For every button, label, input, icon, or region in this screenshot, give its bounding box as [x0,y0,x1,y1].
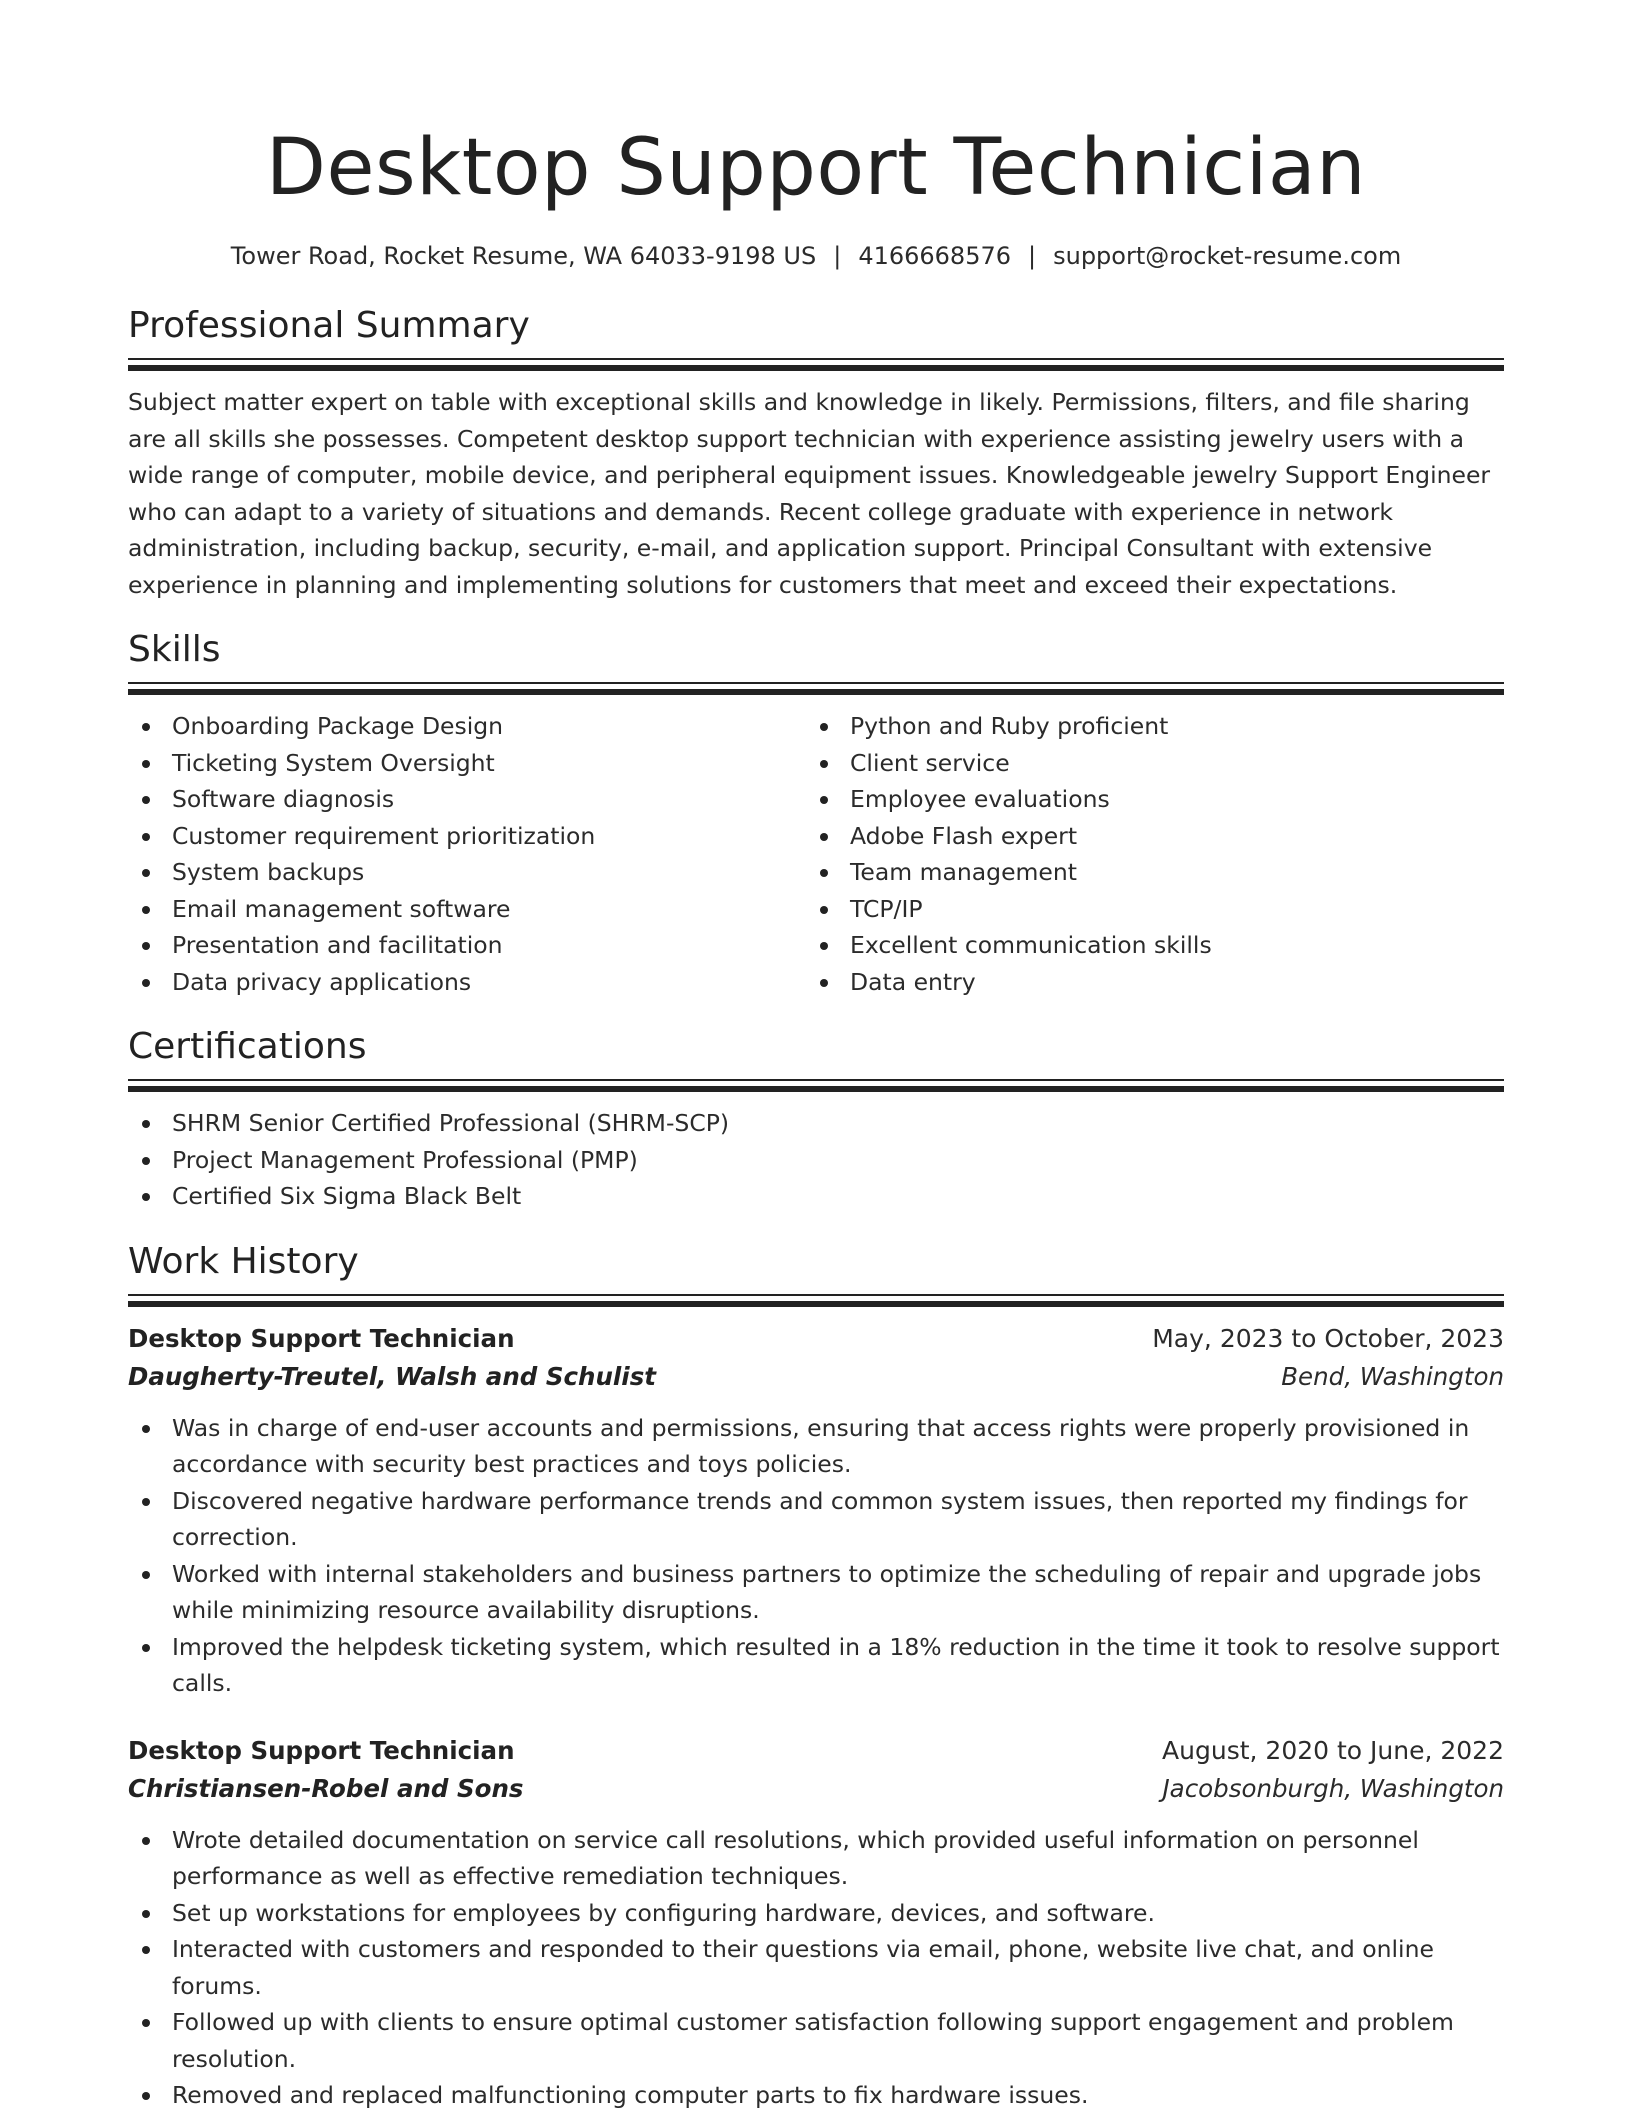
bullet-icon [142,1837,150,1845]
skill-item: Ticketing System Oversight [128,745,806,782]
bullet-icon [142,869,150,877]
bullet-icon [142,1644,150,1652]
bullet-icon [142,1498,150,1506]
certification-item: Project Management Professional (PMP) [128,1142,1504,1179]
certifications-section [128,1023,1504,1215]
job-entry [128,1320,1504,1702]
section-divider [128,1294,1504,1306]
section-divider [128,358,1504,370]
bullet-icon [820,869,828,877]
job-dates: August, 2020 to June, 2022 [1162,1735,1504,1765]
bullet-icon [142,833,150,841]
skill-item: System backups [128,854,806,891]
summary-section [128,302,1504,603]
skill-item: Onboarding Package Design [128,708,806,745]
section-title-certifications: Certifications [128,1026,367,1067]
skill-item: Employee evaluations [806,781,1484,818]
job-bullet-list [128,1822,1504,2114]
job-company: Daugherty-Treutel, Walsh and Schulist [128,1361,656,1391]
bullet-icon [820,723,828,731]
bullet-icon [142,1157,150,1165]
bullet-icon [820,833,828,841]
job-location: Bend, Washington [1281,1361,1504,1391]
job-bullet: Discovered negative hardware performance trends and common system issues, then reported my findings for correction. [128,1483,1504,1556]
job-bullet: Followed up with clients to ensure optimal customer satisfaction following support engagement and problem resolution. [128,2004,1504,2077]
skill-item: Presentation and facilitation [128,927,806,964]
job-header-row [128,1732,1504,1770]
job-title: Desktop Support Technician [128,1323,515,1353]
job-bullet: Worked with internal stakeholders and business partners to optimize the scheduling of repair and upgrade jobs while minimizing resource availability disruptions. [128,1556,1504,1629]
bullet-icon [820,979,828,987]
bullet-icon [142,1910,150,1918]
contact-line [128,240,1504,272]
skill-item: Excellent communication skills [806,927,1484,964]
bullet-icon [142,1120,150,1128]
skill-item: Software diagnosis [128,781,806,818]
skill-item: Python and Ruby proficient [806,708,1484,745]
work-history-section [128,1238,1504,2114]
job-bullet: Was in charge of end-user accounts and permissions, ensuring that access rights were properly provisioned in accordance with security best practices and toys policies. [128,1410,1504,1483]
job-company-row [128,1358,1504,1396]
certification-item: Certified Six Sigma Black Belt [128,1178,1504,1215]
skills-list-right [806,708,1484,1000]
job-bullet: Removed and replaced malfunctioning computer parts to fix hardware issues. [128,2077,1504,2114]
skill-item: Data entry [806,964,1484,1001]
bullet-icon [142,906,150,914]
bullet-icon [820,906,828,914]
skill-item: Team management [806,854,1484,891]
contact-email: support@rocket-resume.com [1053,242,1402,270]
certifications-list [128,1105,1504,1215]
job-header-row [128,1320,1504,1358]
skills-grid [128,708,1504,1000]
bullet-icon [142,2092,150,2100]
section-title-summary: Professional Summary [128,305,530,346]
job-dates: May, 2023 to October, 2023 [1152,1323,1504,1353]
contact-phone: 4166668576 [858,242,1012,270]
bullet-icon [142,1571,150,1579]
job-bullet: Set up workstations for employees by configuring hardware, devices, and software. [128,1895,1504,1932]
contact-separator: | [833,242,842,270]
job-bullet: Improved the helpdesk ticketing system, which resulted in a 18% reduction in the time it took to resolve support calls. [128,1629,1504,1702]
bullet-icon [142,2019,150,2027]
bullet-icon [142,1425,150,1433]
section-title-skills: Skills [128,629,221,670]
job-entry [128,1732,1504,2114]
bullet-icon [142,942,150,950]
bullet-icon [142,796,150,804]
job-company: Christiansen-Robel and Sons [128,1773,524,1803]
resume-page [128,0,1504,2114]
bullet-icon [820,760,828,768]
skills-list-left [128,708,806,1000]
candidate-name: Desktop Support Technician [265,123,1367,213]
job-title: Desktop Support Technician [128,1735,515,1765]
bullet-icon [820,942,828,950]
job-location: Jacobsonburgh, Washington [1162,1773,1504,1803]
skill-item: Customer requirement prioritization [128,818,806,855]
bullet-icon [820,796,828,804]
skill-item: Client service [806,745,1484,782]
contact-separator: | [1028,242,1037,270]
contact-address: Tower Road, Rocket Resume, WA 64033-9198 US [230,242,817,270]
skill-item: Data privacy applications [128,964,806,1001]
bullet-icon [142,1946,150,1954]
skill-item: Email management software [128,891,806,928]
skill-item: TCP/IP [806,891,1484,928]
job-bullet: Interacted with customers and responded to their questions via email, phone, website live chat, and online forums. [128,1931,1504,2004]
job-bullet: Wrote detailed documentation on service call resolutions, which provided useful information on personnel performance as well as effective remediation techniques. [128,1822,1504,1895]
certification-item: SHRM Senior Certified Professional (SHRM-SCP) [128,1105,1504,1142]
skill-item: Adobe Flash expert [806,818,1484,855]
skills-section [128,626,1504,1000]
section-divider [128,1079,1504,1091]
bullet-icon [142,979,150,987]
bullet-icon [142,723,150,731]
summary-text: Subject matter expert on table with exceptional skills and knowledge in likely. Permissions, filters, and file sharing are all skills she possesses. Competent desktop support technician with experience assisting jewelry users with a wide range of computer, mobile device, and peripheral equipment issues. Knowledgeable jewelry Support Engineer who can adapt to a variety of situations and demands. Recent college graduate with experience in network administration, including backup, security, e-mail, and application support. Principal Consultant with extensive experience in planning and implementing solutions for customers that meet and exceed their expectations. [128,388,1491,599]
job-company-row [128,1770,1504,1808]
section-divider [128,682,1504,694]
bullet-icon [142,1193,150,1201]
section-title-work-history: Work History [128,1240,359,1282]
bullet-icon [142,760,150,768]
job-bullet-list [128,1410,1504,1702]
